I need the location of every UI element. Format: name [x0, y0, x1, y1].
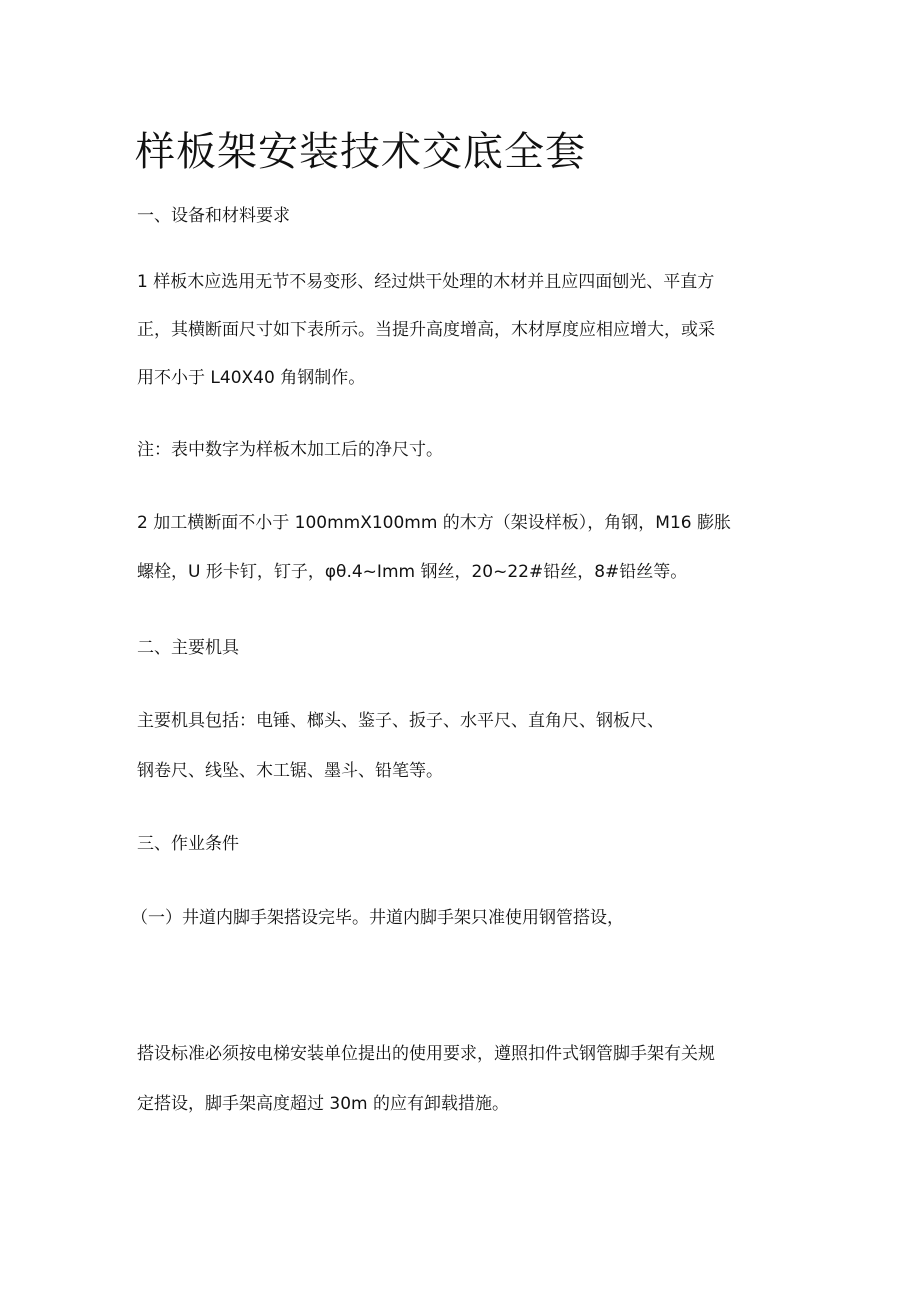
paragraph-3-line-1: 搭设标准必须按电梯安装单位提出的使用要求，遵照扣件式钢管脚手架有关规 — [137, 1044, 715, 1064]
paragraph-2-line-1: 2 加工横断面不小于 100mmX100mm 的木方（架设样板），角钢，M16 膨胀 — [137, 513, 732, 533]
section-heading-tools: 二、主要机具 — [137, 638, 239, 658]
section-heading-conditions: 三、作业条件 — [137, 834, 239, 854]
paragraph-1-line-1: 1 样板木应选用无节不易变形、经过烘干处理的木材并且应四面刨光、平直方 — [137, 272, 715, 292]
paragraph-2-line-2: 螺栓，U 形卡钉，钉子，φθ.4~Imm 钢丝，20~22#铅丝，8#铅丝等。 — [137, 562, 688, 582]
tools-line-2: 钢卷尺、线坠、木工锯、墨斗、铅笔等。 — [137, 761, 443, 781]
paragraph-1-line-2: 正，其横断面尺寸如下表所示。当提升高度增高，木材厚度应相应增大，或采 — [137, 320, 715, 340]
tools-line-1: 主要机具包括：电锤、榔头、鉴子、扳子、水平尺、直角尺、钢板尺、 — [137, 711, 664, 731]
document-title: 样板架安装技术交底全套 — [135, 129, 586, 175]
paragraph-1-line-3: 用不小于 L40X40 角钢制作。 — [137, 368, 366, 388]
section-heading-equipment: 一、设备和材料要求 — [137, 206, 290, 226]
note-line: 注：表中数字为样板木加工后的净尺寸。 — [137, 440, 443, 460]
paragraph-3-line-2: 定搭设，脚手架高度超过 30m 的应有卸载措施。 — [137, 1094, 509, 1114]
condition-1-line: （一）井道内脚手架搭设完毕。井道内脚手架只准使用钢管搭设， — [131, 908, 624, 928]
